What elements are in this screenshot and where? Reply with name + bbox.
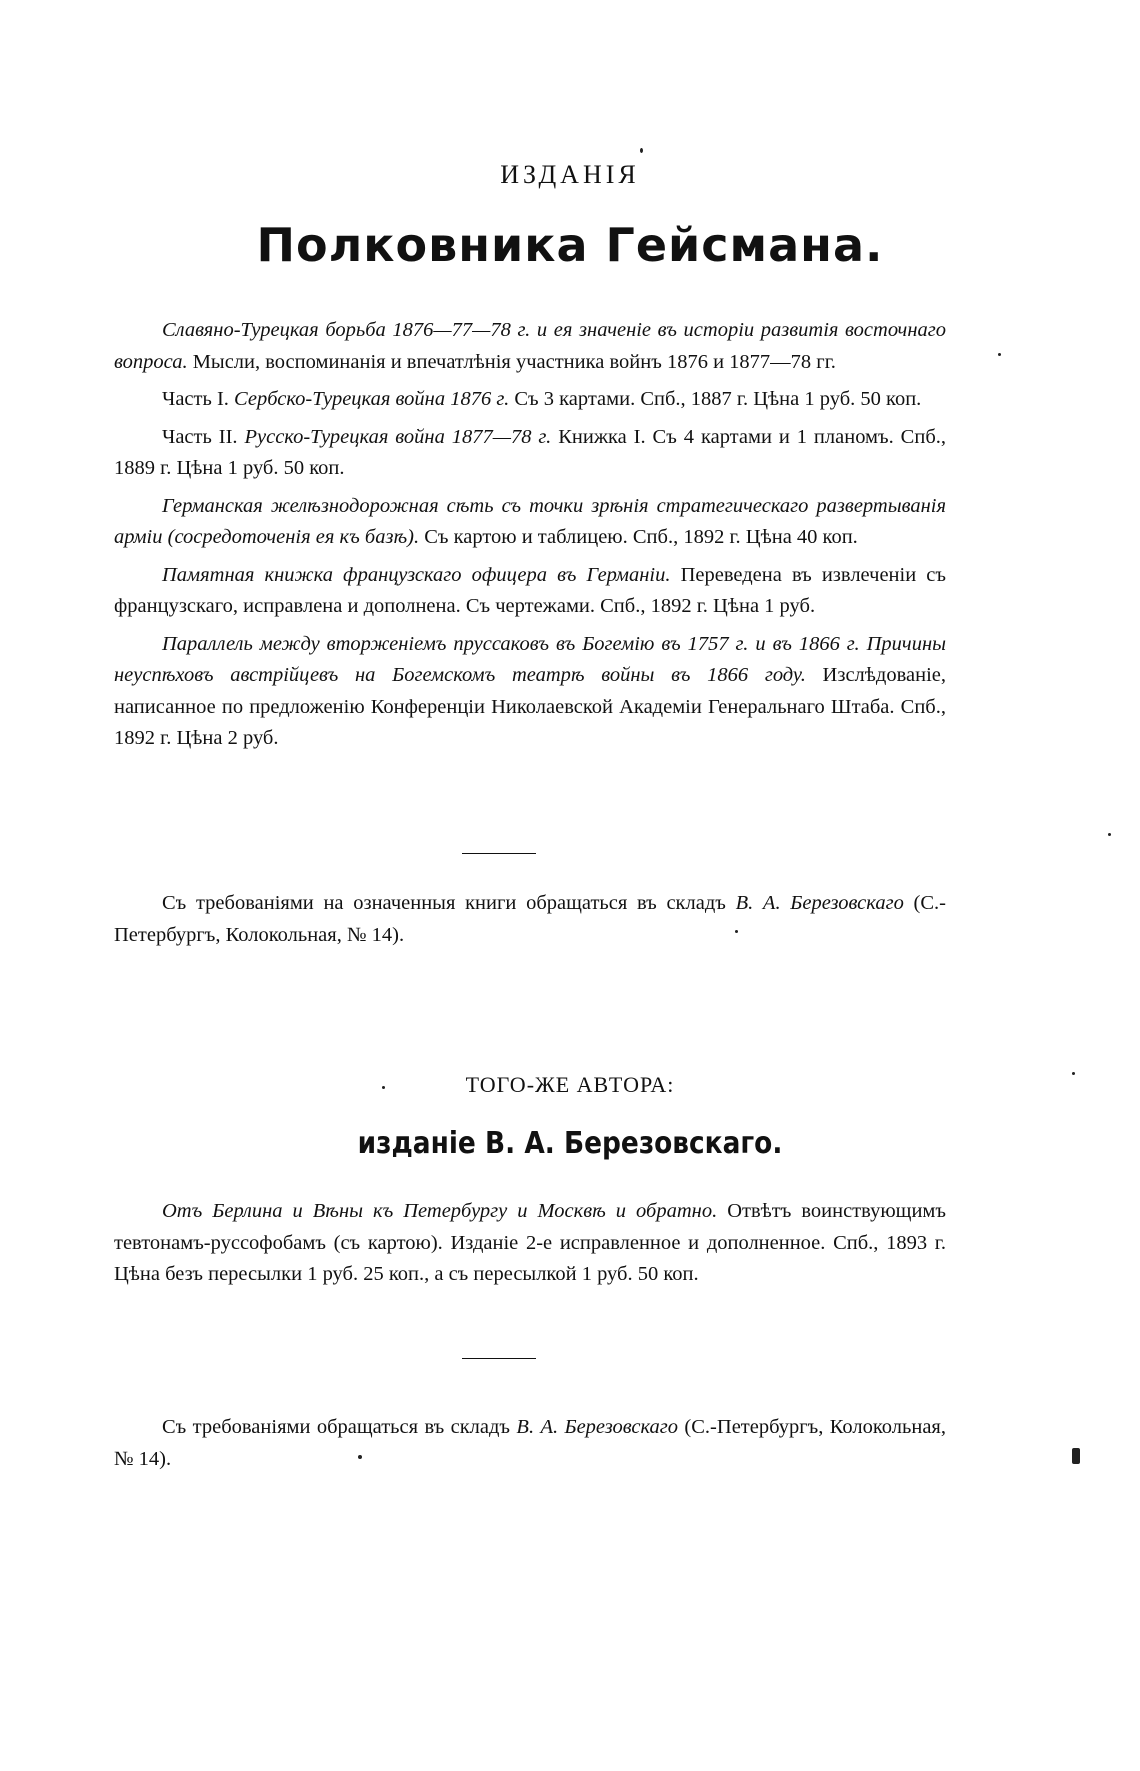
order-text <box>114 888 946 951</box>
work-title: Параллель между вторженіемъ пруссаковъ въ Богемію въ 1757 г. и въ 1866 г. Причины неуспѣховъ австрійцевъ на Богемскомъ театрѣ войны въ 1866 году. <box>114 632 946 686</box>
work-entry <box>114 315 946 378</box>
order-note <box>114 888 946 951</box>
part-desc: Съ 3 картами. Спб., 1887 г. Цѣна 1 руб. 50 коп. <box>509 388 922 410</box>
part-title: Русско-Турецкая война 1877—78 г. <box>244 425 552 448</box>
part-prefix: Часть II. <box>162 425 245 448</box>
work-desc: Изслѣдованіе, написанное по предложенію Конференціи Николаевской Академіи Генеральнаго Штаба. Спб., 1892 г. Цѣна 2 руб. <box>114 664 946 749</box>
works-list <box>114 315 946 761</box>
warehouse-name: В. А. Березовскаго <box>516 1416 679 1438</box>
part-prefix: Часть I. <box>162 388 235 410</box>
publications-heading: ИЗДАНІЯ <box>500 160 640 189</box>
scan-speck <box>735 930 738 933</box>
order-note <box>114 1412 946 1475</box>
scan-speck <box>998 353 1001 356</box>
scan-speck <box>1072 1072 1075 1075</box>
work-title: Славяно-Турецкая борьба 1876—77—78 г. и ея значеніе въ исторіи развитія восточнаго вопроса. <box>114 319 946 373</box>
work-desc: Переведена въ извлеченіи съ французскаго, исправлена и дополнена. Съ чертежами. Спб., 1892 г. Цѣна 1 руб. <box>114 563 946 617</box>
scan-speck <box>358 1455 362 1459</box>
order-pre: Съ требованіями обращаться въ складъ <box>162 1416 517 1438</box>
work-title: Отъ Берлина и Вѣны къ Петербургу и Москвѣ и обратно. <box>162 1200 718 1222</box>
order-pre: Съ требованіями на означенныя книги обращаться въ складъ <box>162 892 736 914</box>
divider-rule <box>462 853 536 854</box>
order-post: (С.-Петербургъ, Колокольная, № 14). <box>114 1416 946 1470</box>
work-title: Памятная книжка французскаго офицера въ Германіи. <box>162 563 671 586</box>
work-desc: Съ картою и таблицею. Спб., 1892 г. Цѣна 40 коп. <box>419 526 858 548</box>
part-title: Сербско-Турецкая война 1876 г. <box>234 388 510 410</box>
part-entry <box>114 422 946 485</box>
work-title: Германская желѣзнодорожная сѣть съ точки зрѣнія стратегическаго развертыванія арміи (сосредоточенія ея къ базѣ). <box>114 494 946 548</box>
work-desc: Отвѣтъ воинствующимъ тевтонамъ-руссофобамъ (съ картою). Изданіе 2-е исправленное и дополненное. Спб., 1893 г. Цѣна безъ пересылки 1 руб. 25 коп., а съ пересылкой 1 руб. 50 коп. <box>114 1200 946 1285</box>
work-desc: Мысли, воспоминанія и впечатлѣнія участника войнъ 1876 и 1877—78 гг. <box>187 350 836 373</box>
same-author-heading: ТОГО-ЖЕ АВТОРА: <box>465 1072 675 1097</box>
scan-speck <box>382 1086 385 1089</box>
work-entry <box>114 1196 946 1291</box>
order-post: (С.-Петербургъ, Колокольная, № 14). <box>114 892 946 946</box>
divider-rule <box>462 1358 536 1359</box>
warehouse-name: В. А. Березовскаго <box>735 892 904 914</box>
scan-speck <box>640 148 643 153</box>
publisher-heading: изданіе В. А. Березовскаго. <box>357 1126 783 1161</box>
work-entry <box>114 629 946 755</box>
part-entry <box>114 384 946 416</box>
author-title: Полковника Гейсмана. <box>256 218 884 272</box>
work-entry <box>114 491 946 554</box>
work-entry <box>114 560 946 623</box>
second-work <box>114 1196 946 1291</box>
order-text <box>114 1412 946 1475</box>
part-desc: Книжка I. Съ 4 картами и 1 планомъ. Спб., 1889 г. Цѣна 1 руб. 50 коп. <box>114 425 947 479</box>
scan-speck <box>1108 833 1111 836</box>
scan-speck <box>1072 1448 1080 1464</box>
